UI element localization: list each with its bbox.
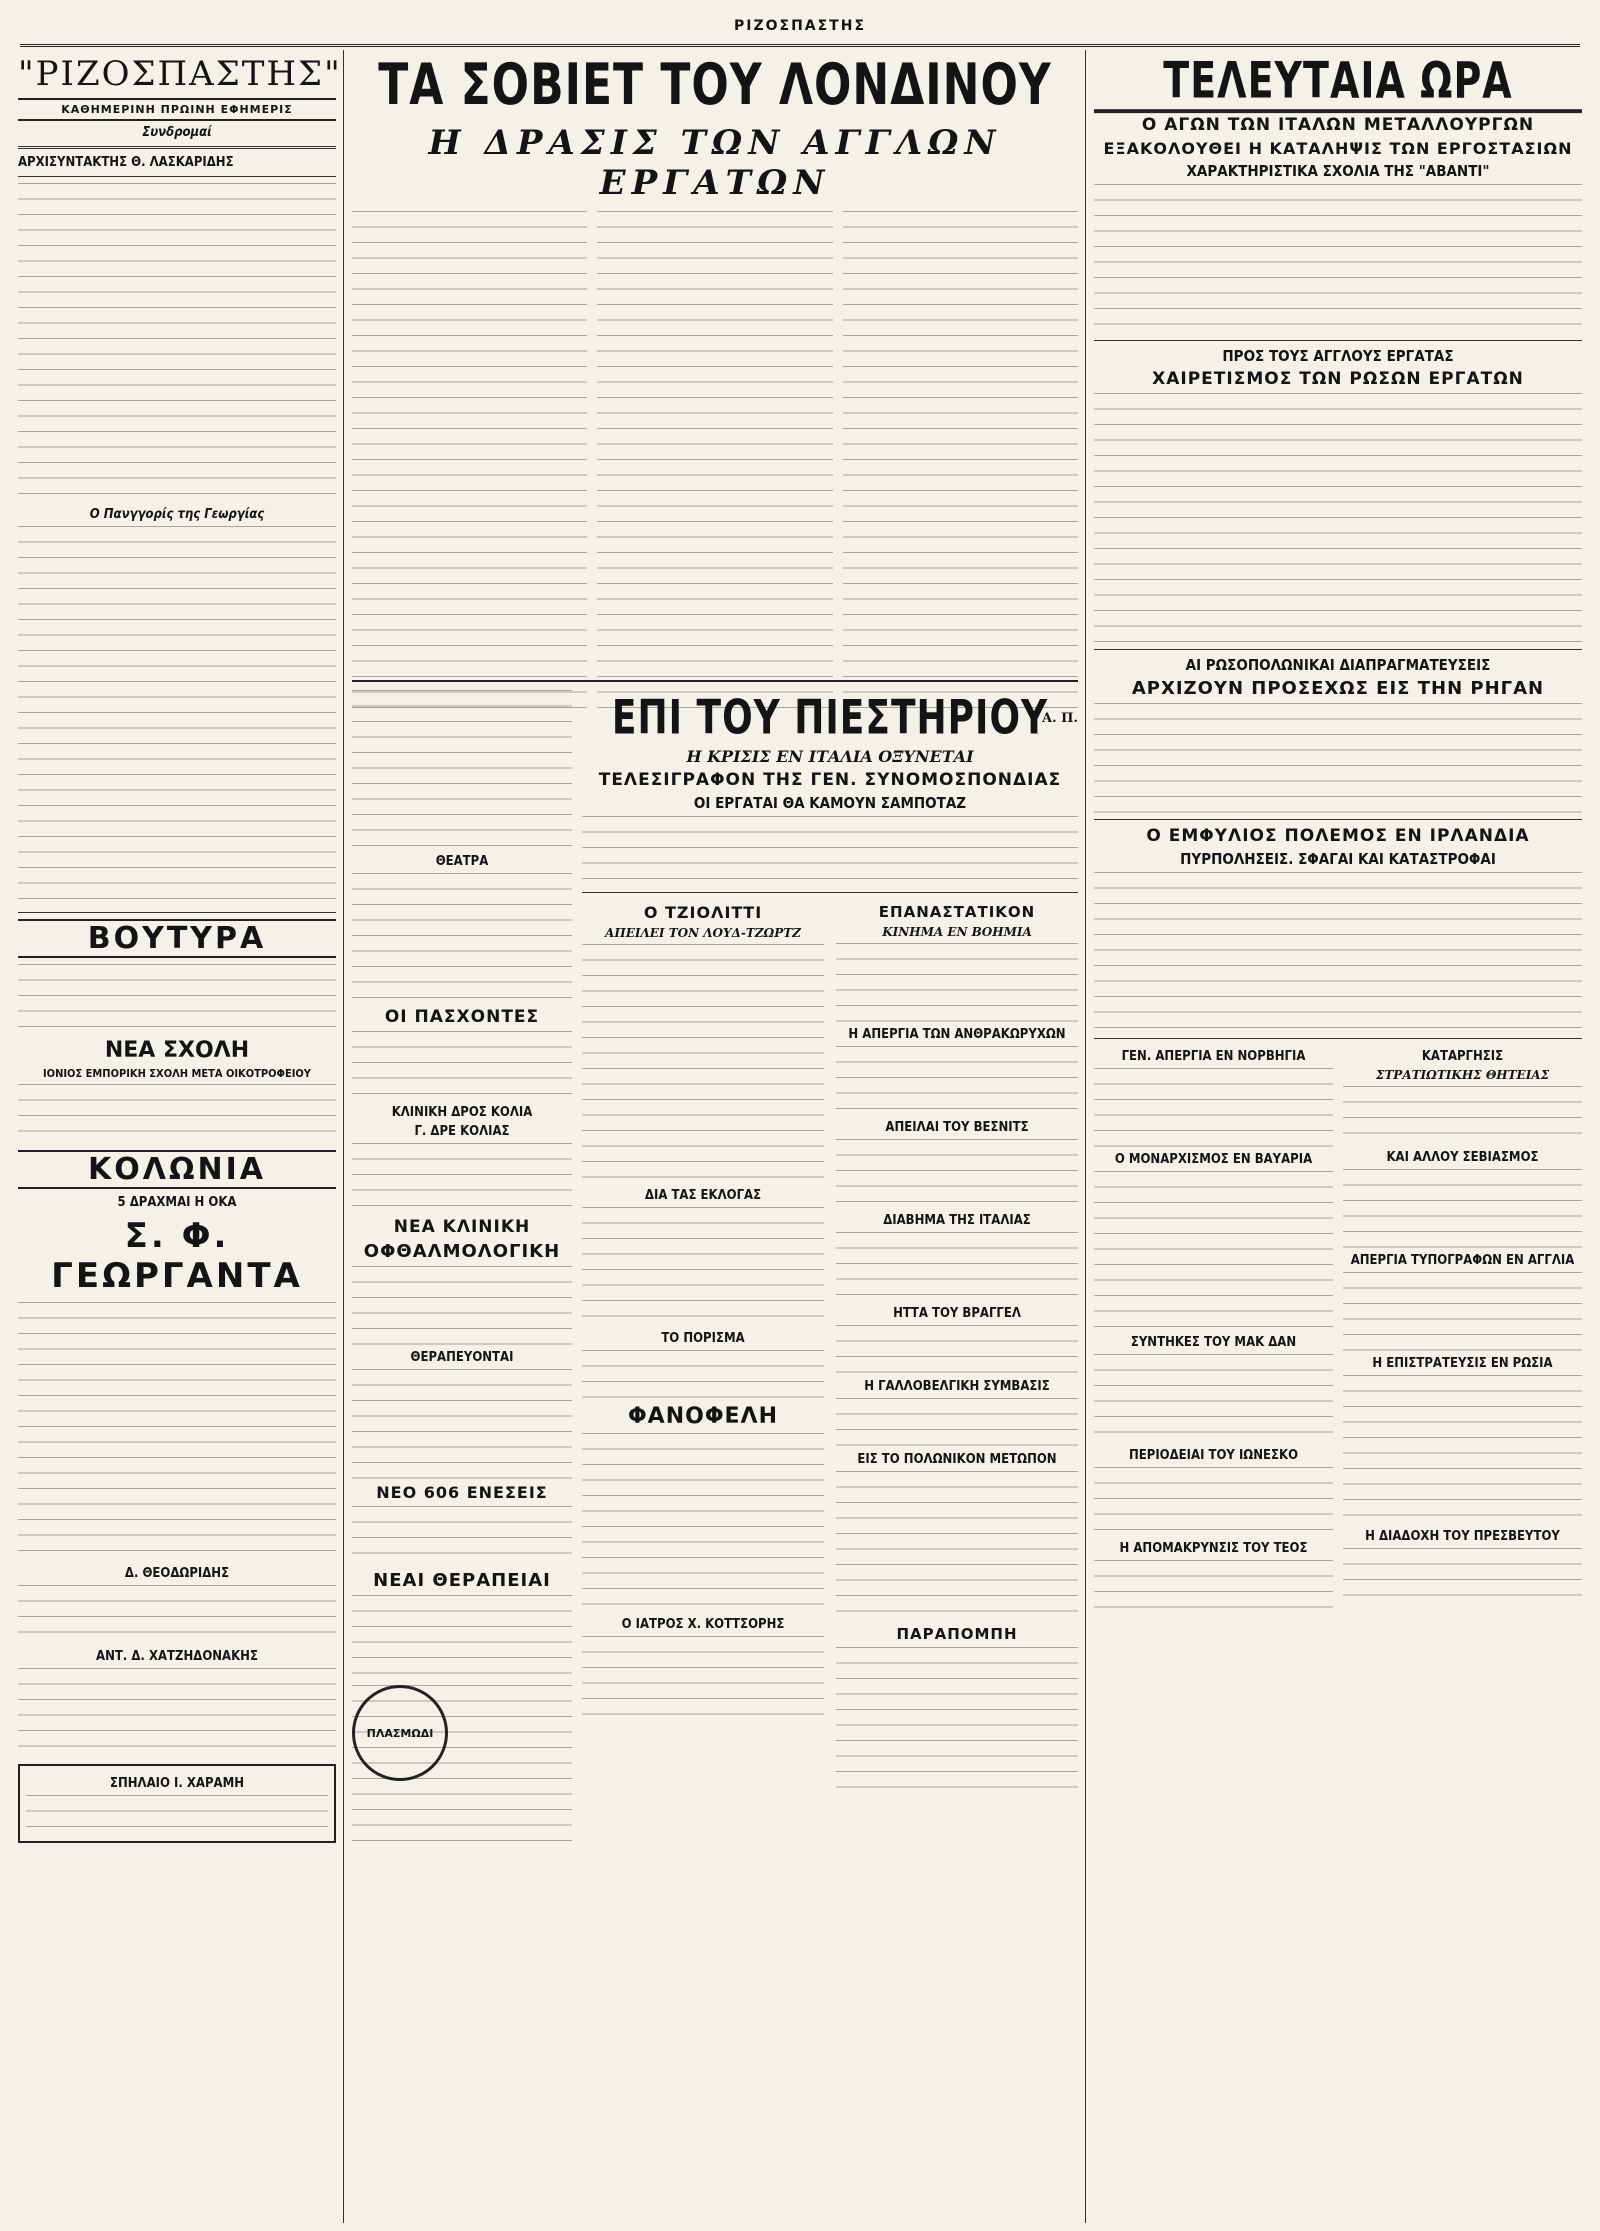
press-section	[582, 690, 1078, 2223]
therapeuontai: ΘΕΡΑΠΕΥΟΝΤΑΙ	[410, 1350, 514, 1365]
epanastatikon-sub: ΚΙΝΗΜΑ ΕΝ ΒΟΗΜΙΑ	[882, 925, 1032, 939]
director-line: ΑΡΧΙΣΥΝΤΑΚΤΗΣ Θ. ΛΑΣΚΑΡΙΔΗΣ	[18, 155, 234, 170]
right-sub-right	[1343, 1045, 1582, 1610]
apeilai-vesnits: ΑΠΕΙΛΑΙ ΤΟΥ ΒΕΣΝΙΤΣ	[885, 1120, 1029, 1135]
main-headline: ΤΑ ΣΟΒΙΕΤ ΤΟΥ ΛΟΝΔΙΝΟΥ	[378, 52, 1052, 119]
theodoridis-ad: Δ. ΘΕΟΔΩΡΙΔΗΣ	[124, 1566, 230, 1581]
synthikai: ΣΥΝΤΗΚΕΣ ΤΟΥ ΜΑΚ ΔΑΝ	[1130, 1335, 1297, 1350]
article-signature: Α. Π.	[1042, 711, 1078, 726]
nea-kliniki: ΝΕΑ ΚΛΙΝΙΚΗ	[393, 1217, 531, 1237]
chatzidonakis-ad: ΑΝΤ. Δ. ΧΑΤΖΗΔΟΝΑΚΗΣ	[96, 1649, 258, 1664]
running-head: ΡΙΖΟΣΠΑΣΤΗΣ	[20, 4, 1580, 47]
rosopolonikai: ΑΙ ΡΩΣΟΠΟΛΩΝΙΚΑΙ ΔΙΑΠΡΑΓΜΑΤΕΥΣΕΙΣ	[1185, 656, 1491, 674]
nea-scholi-ad: ΝΕΑ ΣΧΟΛΗ	[104, 1038, 250, 1063]
diavima-italias: ΔΙΑΒΗΜΑ ΤΗΣ ΙΤΑΛΙΑΣ	[883, 1213, 1031, 1228]
kottsoris: Ο ΙΑΤΡΟΣ Χ. ΚΟΤΤΣΟΡΗΣ	[621, 1617, 785, 1632]
agon-head: Ο ΑΓΩΝ ΤΩΝ ΙΤΑΛΩΝ ΜΕΤΑΛΛΟΥΡΓΩΝ	[1141, 115, 1535, 135]
emfylios: Ο ΕΜΦΥΛΙΟΣ ΠΟΛΕΜΟΣ ΕΝ ΙΡΛΑΝΔΙΑ	[1146, 826, 1530, 846]
article-column	[597, 211, 832, 711]
dre-kolias: Γ. ΔΡΕ ΚΟΛΙΑΣ	[414, 1124, 510, 1139]
right-column	[1094, 50, 1582, 2223]
kliniki-heading: ΚΛΙΝΙΚΗ ΔΡΟΣ ΚΟΛΙΑ	[391, 1105, 533, 1120]
apergia-anthrak: Η ΑΠΕΡΓΙΑ ΤΩΝ ΑΝΘΡΑΚΩΡΥΧΩΝ	[848, 1027, 1066, 1042]
avanti-head: ΧΑΡΑΚΤΗΡΙΣΤΙΚΑ ΣΧΟΛΙΑ ΤΗΣ "ΑΒΑΝΤΙ"	[1186, 162, 1490, 180]
harami-ad: ΣΠΗΛΑΙΟ Ι. ΧΑΡΑΜΗ	[109, 1776, 244, 1791]
piestirio-sub2: ΟΙ ΕΡΓΑΤΑΙ ΘΑ ΚΑΜΟΥΝ ΣΑΜΠΟΤΑΖ	[693, 794, 967, 812]
column-rule	[343, 50, 344, 2223]
right-sub-left	[1094, 1045, 1333, 1610]
gen-apergia: ΓΕΝ. ΑΠΕΡΓΙΑ ΕΝ ΝΟΡΒΗΓΙΑ	[1121, 1049, 1306, 1064]
kolonia-ad: ΚΟΛΩΝΙΑ	[18, 1150, 336, 1189]
press-right	[836, 899, 1078, 1797]
giolitti-head: Ο ΤΖΙΟΛΙΤΤΙ	[643, 903, 763, 922]
oi-paschontes: ΟΙ ΠΑΣΧΟΝΤΕΣ	[384, 1007, 540, 1027]
poloniko-metopo: ΕΙΣ ΤΟ ΠΟΛΩΝΙΚΟΝ ΜΕΤΩΠΟΝ	[857, 1452, 1057, 1467]
plasmodi-seal-icon: ΠΛΑΣΜΩΔΙ	[352, 1685, 448, 1781]
galloveligiki: Η ΓΑΛΛΟΒΕΛΓΙΚΗ ΣΥΜΒΑΣΙΣ	[864, 1379, 1050, 1394]
nea-scholi-sub: ΙΟΝΙΟΣ ΕΜΠΟΡΙΚΗ ΣΧΟΛΗ ΜΕΤΑ ΟΙΚΟΤΡΟΦΕΙΟΥ	[43, 1067, 311, 1080]
kai-allou: ΚΑΙ ΑΛΛΟΥ ΣΕΒΙΑΣΜΟΣ	[1386, 1150, 1539, 1165]
dia-tas-eklogas: ΔΙΑ ΤΑΣ ΕΚΛΟΓΑΣ	[644, 1188, 762, 1203]
text-block	[18, 183, 336, 503]
itta-vrangel: ΗΤΤΑ ΤΟΥ ΒΡΑΓΓΕΛ	[893, 1306, 1021, 1321]
periodeia: ΠΕΡΙΟΔΕΙΑΙ ΤΟΥ ΙΩΝΕΣΚΟ	[1128, 1448, 1299, 1463]
pyrpoliseis: ΠΥΡΠΟΛΗΣΕΙΣ. ΣΦΑΓΑΙ ΚΑΙ ΚΑΤΑΣΤΡΟΦΑΙ	[1180, 850, 1496, 868]
fanofeli: ΦΑΝΟΦΕΛΗ	[627, 1404, 778, 1429]
article-column	[352, 211, 587, 711]
nees-therapeies: ΝΕΑΙ ΘΕΡΑΠΕΙΑΙ	[373, 1570, 551, 1591]
giolitti-sub: ΑΠΕΙΛΕΙ ΤΟΝ ΛΟΥΔ-ΤΖΩΡΤΖ	[605, 926, 801, 940]
apergia-typografon: ΑΠΕΡΓΙΑ ΤΥΠΟΓΡΑΦΩΝ ΕΝ ΑΓΓΛΙΑ	[1350, 1253, 1575, 1268]
ofthalmologiki: ΟΦΘΑΛΜΟΛΟΓΙΚΗ	[363, 1241, 561, 1262]
press-left	[582, 899, 824, 1797]
main-subheadline: Η ΔΡΑΣΙΣ ΤΩΝ ΑΓΓΛΩΝ ΕΡΓΑΤΩΝ	[428, 123, 1002, 203]
kolonia-price: 5 ΔΡΑΧΜΑΙ Η ΟΚΑ	[117, 1195, 237, 1210]
ads-column	[352, 690, 572, 2223]
arxizoun: ΑΡΧΙΖΟΥΝ ΠΡΟΣΕΧΩΣ ΕΙΣ ΤΗΝ ΡΗΓΑΝ	[1131, 678, 1545, 699]
text-block	[18, 526, 336, 906]
masthead-title: "ΡΙΖΟΣΠΑΣΤΗΣ"	[18, 54, 342, 94]
katargisis: ΚΑΤΑΡΓΗΣΙΣ	[1421, 1049, 1504, 1064]
georganta-ad: Σ. Φ. ΓΕΩΡΓΑΝΤΑ	[51, 1216, 303, 1296]
masthead-subtitle: ΚΑΘΗΜΕΡΙΝΗ ΠΡΩΙΝΗ ΕΦΗΜΕΡΙΣ	[18, 98, 336, 121]
left-column	[18, 50, 342, 2223]
column-rule	[1085, 50, 1086, 2223]
apomakrynsis: Η ΑΠΟΜΑΚΡΥΝΣΙΣ ΤΟΥ ΤΕΟΣ	[1119, 1541, 1308, 1556]
pros-tous: ΠΡΟΣ ΤΟΥΣ ΑΓΓΛΟΥΣ ΕΡΓΑΤΑΣ	[1222, 347, 1454, 365]
neo-606: ΝΕΟ 606 ΕΝΕΣΕΙΣ	[376, 1483, 548, 1502]
xairetismos: ΧΑΙΡΕΤΙΣΜΟΣ ΤΩΝ ΡΩΣΩΝ ΕΡΓΑΤΩΝ	[1152, 369, 1524, 389]
voutyra-ad: ΒΟΥΤΥΡΑ	[18, 919, 336, 958]
article-column	[843, 211, 1078, 711]
to-porisma: ΤΟ ΠΟΡΙΣΜΑ	[661, 1331, 745, 1346]
piestirio-headline: ΕΠΙ ΤΟΥ ΠΙΕΣΤΗΡΙΟΥ	[611, 692, 1049, 746]
diadoxi: Η ΔΙΑΔΟΧΗ ΤΟΥ ΠΡΕΣΒΕΥΤΟΥ	[1365, 1529, 1560, 1544]
exakolouthei-head: ΕΞΑΚΟΛΟΥΘΕΙ Η ΚΑΤΑΛΗΨΙΣ ΤΩΝ ΕΡΓΟΣΤΑΣΙΩΝ	[1103, 139, 1573, 158]
epistrateuseis: Η ΕΠΙΣΤΡΑΤΕΥΣΙΣ ΕΝ ΡΩΣΙΑ	[1372, 1356, 1553, 1371]
katargisis-sub: ΣΤΡΑΤΙΩΤΙΚΗΣ ΘΗΤΕΙΑΣ	[1375, 1068, 1550, 1082]
theatra-heading: ΘΕΑΤΡΑ	[435, 854, 489, 869]
piestirio-kicker: Η ΚΡΙΣΙΣ ΕΝ ΙΤΑΛΙΑ ΟΞΥΝΕΤΑΙ	[686, 747, 974, 766]
subscriptions-heading: Συνδρομαί	[142, 125, 212, 140]
piestirio-sub1: ΤΕΛΕΣΙΓΡΑΦΟΝ ΤΗΣ ΓΕΝ. ΣΥΝΟΜΟΣΠΟΝΔΙΑΣ	[598, 770, 1062, 790]
parapompi: ΠΑΡΑΠΟΜΠΗ	[896, 1625, 1018, 1643]
georgia-heading: Ο Πανγγορίς της Γεωργίας	[89, 507, 265, 522]
monarchismos: Ο ΜΟΝΑΡΧΙΣΜΟΣ ΕΝ ΒΑΥΑΡΙΑ	[1114, 1152, 1313, 1167]
teleutaia-ora: ΤΕΛΕΥΤΑΙΑ ΩΡΑ	[1094, 52, 1582, 113]
epanastatikon: ΕΠΑΝΑΣΤΑΤΙΚΟΝ	[878, 903, 1036, 921]
